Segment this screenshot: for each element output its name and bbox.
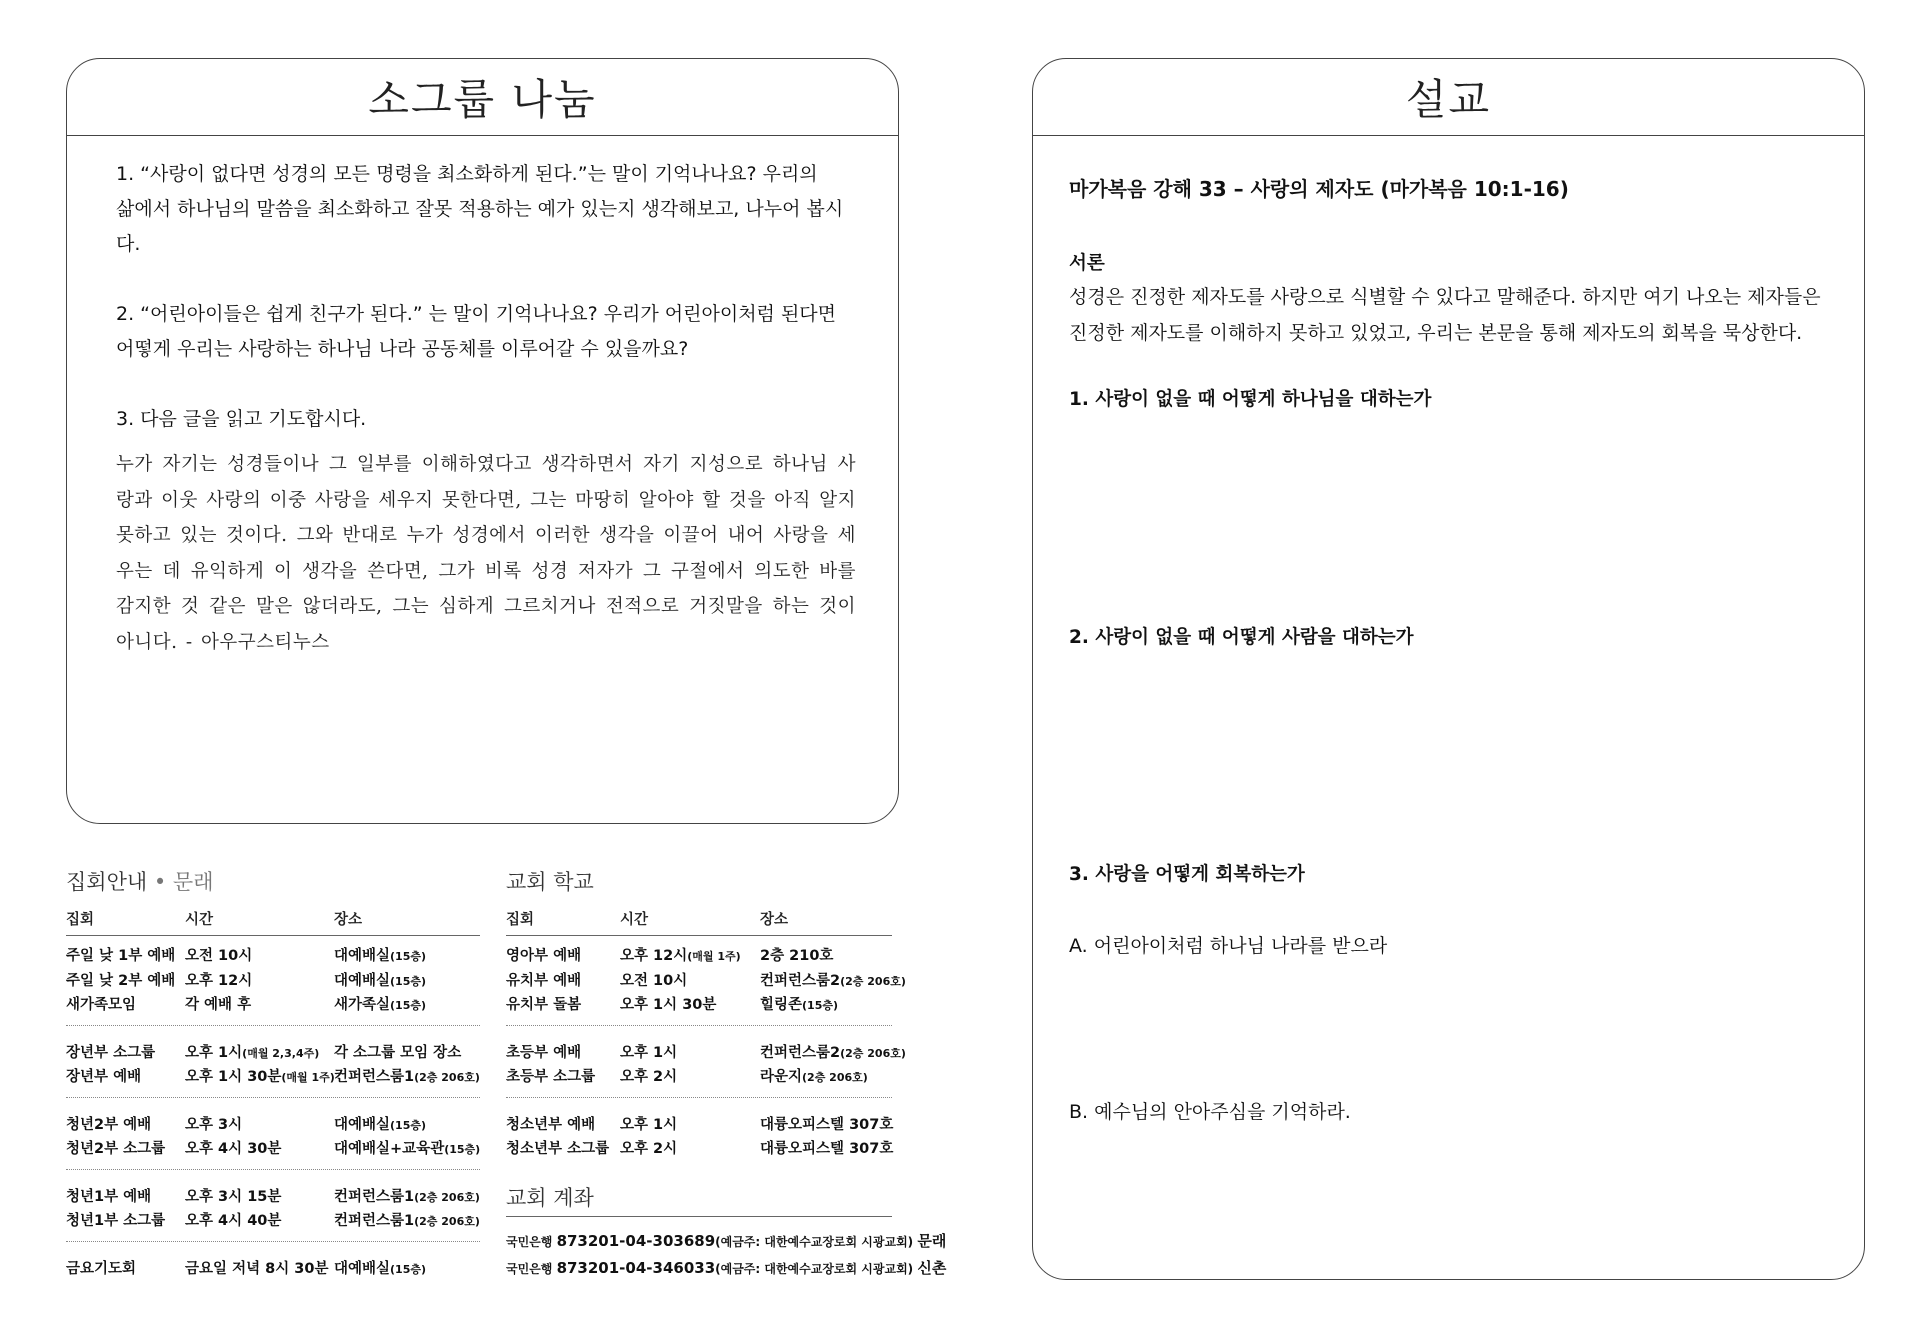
meetings-col-place: 장소 (334, 912, 363, 928)
meetings-col-time: 시간 (185, 912, 214, 928)
schedule-event: 새가족모임 (66, 997, 137, 1013)
schedule-place: 대예배실(15층) (334, 1116, 427, 1133)
question-3: 3. 다음 글을 읽고 기도합시다. (116, 408, 367, 430)
schedule-place: 컨퍼런스룸2(2층 206호) (760, 972, 906, 989)
schedule-event: 청소년부 소그룹 (506, 1141, 610, 1157)
sermon-header: 설교 (1033, 59, 1864, 136)
accounts-title: 교회 계좌 (506, 1186, 594, 1210)
meetings-title: 집회안내 • 문래 (66, 870, 214, 894)
schedule-place: 대예배실+교육관(15층) (334, 1141, 481, 1157)
schedule-time: 오후 2시 (620, 1069, 678, 1085)
schedule-event: 장년부 예배 (66, 1069, 142, 1085)
augustine-quote: 누가 자기는 성경들이나 그 일부를 이해하였다고 생각하면서 자기 지성으로 하나님 사랑과 이웃 사랑의 이중 사랑을 세우지 못한다면, 그는 마땅히 알아야 할 것을 아직 알지 못하고 있는 것이다. 그와 반대로 누가 성경에서 이러한 생각을 이끌어 내어 사랑을 세우는 데 유익하게 이 생각을 쓴다면, 그가 비록 성경 저자가 그 구절에서 의도한 바를 감지한 것 같은 말은 않더라도, 그는 심하게 그르치거나 전적으로 거짓말을 하는 것이 아니다. - 아우구스티누스 (116, 454, 856, 653)
schedule-event: 유치부 돌봄 (506, 997, 582, 1013)
schedule-place: 대예배실(15층) (334, 1260, 427, 1277)
schedule-time: 오후 3시 15분 (185, 1188, 282, 1205)
schedule-place: 라운지(2층 206호) (760, 1069, 868, 1085)
schedule-time: 오후 4시 30분 (185, 1141, 282, 1157)
group-divider (66, 1097, 480, 1098)
schedule-event: 초등부 예배 (506, 1044, 582, 1061)
schedule-time: 오후 1시 30분 (620, 997, 717, 1013)
schedule-event: 청년2부 소그룹 (66, 1141, 166, 1157)
question-1: 1. “사랑이 없다면 성경의 모든 명령을 최소화하게 된다.”는 말이 기억나나요? 우리의 삶에서 하나님의 말씀을 최소화하고 잘못 적용하는 예가 있는지 생각해보고, 나누어 봅시다. (116, 163, 844, 255)
schedule-time: 오후 3시 (185, 1116, 243, 1133)
schedule-place: 대예배실(15층) (334, 948, 427, 964)
schedule-place: 새가족실(15층) (334, 997, 427, 1013)
schedule-event: 주일 낮 2부 예배 (66, 972, 176, 989)
school-header-rule (506, 935, 892, 936)
account-item: 국민은행 873201-04-346033(예금주: 대한예수교장로회 시광교회) 신촌 (506, 1259, 947, 1277)
account-item: 국민은행 873201-04-303689(예금주: 대한예수교장로회 시광교회) 문래 (506, 1232, 947, 1250)
schedule-event: 초등부 소그룹 (506, 1069, 596, 1085)
schedule-place: 컨퍼런스룸1(2층 206호) (334, 1188, 480, 1205)
sermon-panel (1032, 58, 1865, 1280)
schedule-place: 컨퍼런스룸2(2층 206호) (760, 1044, 906, 1061)
intro-heading: 서론 (1069, 253, 1105, 274)
sermon-point-2: 2. 사랑이 없을 때 어떻게 사람을 대하는가 (1069, 627, 1414, 648)
schedule-time: 오후 12시 (185, 972, 253, 989)
schedule-place: 대예배실(15층) (334, 972, 427, 989)
sermon-point-3a: A. 어린아이처럼 하나님 나라를 받으라 (1069, 935, 1388, 957)
schedule-event: 주일 낮 1부 예배 (66, 948, 176, 964)
schedule-place: 2층 210호 (760, 948, 834, 964)
group-divider (506, 1025, 892, 1026)
schedule-event: 영아부 예배 (506, 948, 582, 964)
group-divider (66, 1169, 480, 1170)
schedule-place: 각 소그룹 모임 장소 (334, 1044, 462, 1061)
schedule-event: 금요기도회 (66, 1260, 137, 1277)
schedule-place: 대륭오피스텔 307호 (760, 1141, 894, 1157)
schedule-event: 청년2부 예배 (66, 1116, 152, 1133)
schedule-place: 컨퍼런스룸1(2층 206호) (334, 1213, 480, 1229)
schedule-place: 대륭오피스텔 307호 (760, 1116, 894, 1133)
group-divider (66, 1025, 480, 1026)
meetings-header-rule (66, 935, 480, 936)
schedule-time: 오전 10시 (185, 948, 253, 964)
sermon-title: 마가복음 강해 33 – 사랑의 제자도 (마가복음 10:1-16) (1069, 177, 1569, 201)
schedule-event: 청년1부 소그룹 (66, 1213, 166, 1229)
small-group-panel (66, 58, 899, 824)
meetings-col-event: 집회 (66, 912, 95, 928)
sermon-point-3: 3. 사랑을 어떻게 회복하는가 (1069, 864, 1305, 885)
schedule-time: 오전 10시 (620, 972, 688, 989)
schedule-time: 각 예배 후 (185, 997, 252, 1013)
accounts-rule (506, 1216, 892, 1217)
schedule-event: 유치부 예배 (506, 972, 582, 989)
schedule-time: 금요일 저녁 8시 30분 (185, 1260, 329, 1277)
schedule-time: 오후 2시 (620, 1141, 678, 1157)
schedule-event: 장년부 소그룹 (66, 1044, 156, 1061)
schedule-event: 청년1부 예배 (66, 1188, 152, 1205)
schedule-place: 힐링존(15층) (760, 997, 839, 1013)
group-divider (506, 1097, 892, 1098)
question-2: 2. “어린아이들은 쉽게 친구가 된다.” 는 말이 기억나나요? 우리가 어린아이처럼 된다면 어떻게 우리는 사랑하는 하나님 나라 공동체를 이루어갈 수 있을까요? (116, 303, 837, 360)
school-col-place: 장소 (760, 912, 789, 928)
schedule-time: 오후 1시 (620, 1116, 678, 1133)
schedule-place: 컨퍼런스룸1(2층 206호) (334, 1069, 480, 1085)
sermon-point-1: 1. 사랑이 없을 때 어떻게 하나님을 대하는가 (1069, 389, 1432, 410)
small-group-body (116, 157, 856, 660)
group-divider (66, 1241, 480, 1242)
schedule-time: 오후 1시 (620, 1044, 678, 1061)
school-title: 교회 학교 (506, 870, 594, 894)
intro-text: 성경은 진정한 제자도를 사랑으로 식별할 수 있다고 말해준다. 하지만 여기 나오는 제자들은 진정한 제자도를 이해하지 못하고 있었고, 우리는 본문을 통해 제자도의 회복을 묵상한다. (1069, 286, 1821, 344)
school-col-time: 시간 (620, 912, 649, 928)
sermon-point-3b: B. 예수님의 안아주심을 기억하라. (1069, 1101, 1351, 1123)
schedule-time: 오후 1시(매월 2,3,4주) (185, 1044, 320, 1061)
schedule-time: 오후 12시(매월 1주) (620, 948, 741, 964)
school-col-event: 집회 (506, 912, 535, 928)
schedule-event: 청소년부 예배 (506, 1116, 596, 1133)
schedule-time: 오후 1시 30분(매월 1주) (185, 1069, 335, 1085)
small-group-title: 소그룹 나눔 (67, 59, 898, 136)
schedule-time: 오후 4시 40분 (185, 1213, 282, 1229)
